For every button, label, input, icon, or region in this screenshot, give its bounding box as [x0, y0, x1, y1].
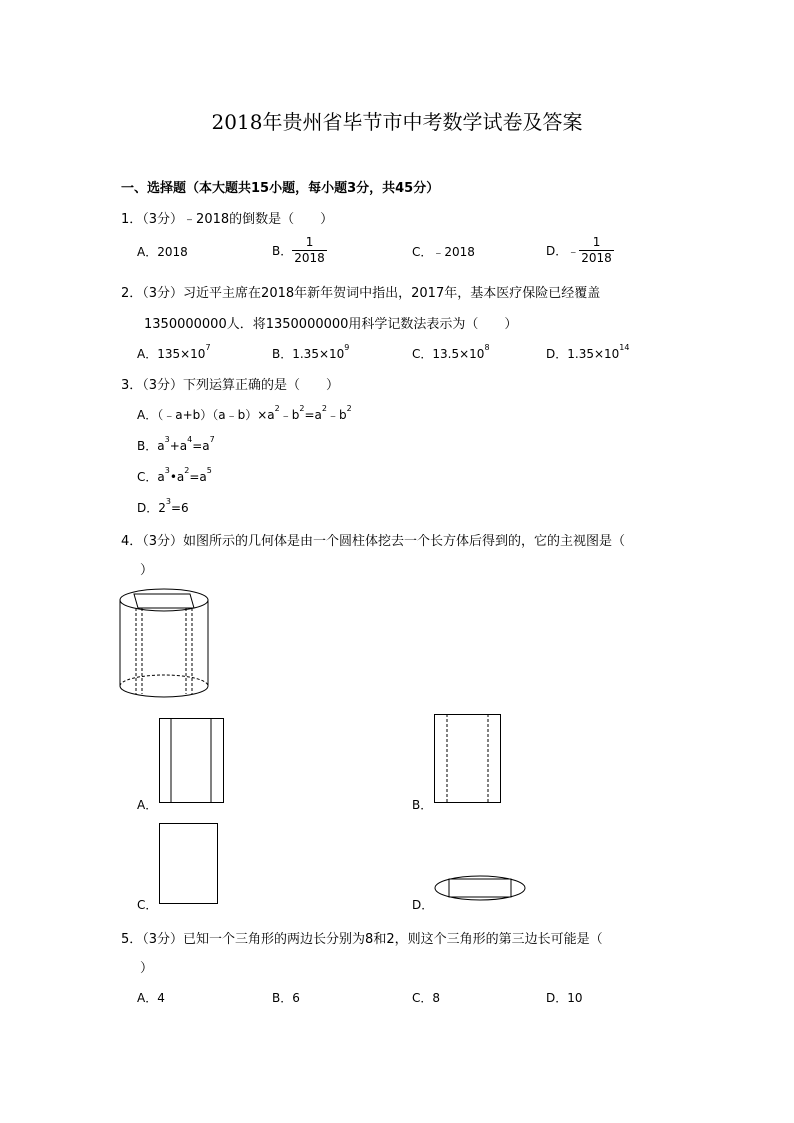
q3-option-c: C．$a^3•a^2=a^5$: [137, 466, 212, 484]
q5-option-d: D．10: [546, 991, 583, 1005]
q4-option-a-label: A．: [137, 798, 158, 812]
q4-option-c-label: C．: [137, 898, 158, 912]
q5-option-b: B．6: [272, 991, 300, 1005]
q3-option-a: A．$(﹣a+b)(a﹣b)\times a^2﹣b^2=a^2﹣b^2$: [137, 404, 352, 422]
q1-option-c: C．﹣2018: [412, 245, 475, 259]
question-4-stem-line1: 4．（3分）如图所示的几何体是由一个圆柱体挖去一个长方体后得到的，它的主视图是（: [121, 534, 626, 549]
q4-option-a-figure: [159, 718, 225, 804]
question-4-stem-line2: ）: [140, 563, 154, 578]
q4-option-b-label: B．: [412, 798, 433, 812]
question-3-stem: 3．（3分）下列运算正确的是（ ）: [121, 378, 340, 393]
q2-option-c: C．$13.5\times 10^8$: [412, 343, 490, 361]
q4-option-d-label: D．: [412, 898, 434, 912]
question-5-stem-line2: ）: [140, 961, 154, 976]
q5-option-c: C．8: [412, 991, 441, 1005]
q1-option-d: D．﹣ $\frac{1}{2018}$: [546, 235, 612, 265]
q1-option-b: B． $\frac{1}{2018}$: [272, 235, 325, 265]
q4-option-c-figure: [159, 823, 219, 905]
q3-option-d: D．$2^3=6$: [137, 497, 189, 515]
question-5-stem-line1: 5．（3分）已知一个三角形的两边长分别为8和2，则这个三角形的第三边长可能是（: [121, 932, 603, 947]
section-heading: 一、选择题（本大题共15小题，每小题3分，共45分）: [121, 181, 440, 196]
page-title: 2018年贵州省毕节市中考数学试卷及答案: [211, 110, 583, 134]
q4-option-d-figure: [434, 875, 526, 905]
q3-option-b: B．$a^3+a^4=a^7$: [137, 435, 215, 453]
cylinder-solid-figure: [118, 588, 210, 703]
question-2-stem-line2: 1350000000人．将1350000000用科学记数法表示为（ ）: [144, 317, 518, 332]
q2-option-a: A．$135\times 10^7$: [137, 343, 211, 361]
q5-option-a: A．4: [137, 991, 165, 1005]
q2-option-b: B．$1.35\times 10^9$: [272, 343, 350, 361]
question-2-stem-line1: 2．（3分）习近平主席在2018年新年贺词中指出，2017年，基本医疗保险已经覆盖: [121, 286, 601, 301]
q4-option-b-figure: [434, 714, 502, 804]
question-1-stem: 1．（3分）﹣2018的倒数是（ ）: [121, 212, 334, 227]
q1-option-a: A．2018: [137, 245, 188, 259]
q2-option-d: D．$1.35\times 10^{14}$: [546, 343, 630, 361]
